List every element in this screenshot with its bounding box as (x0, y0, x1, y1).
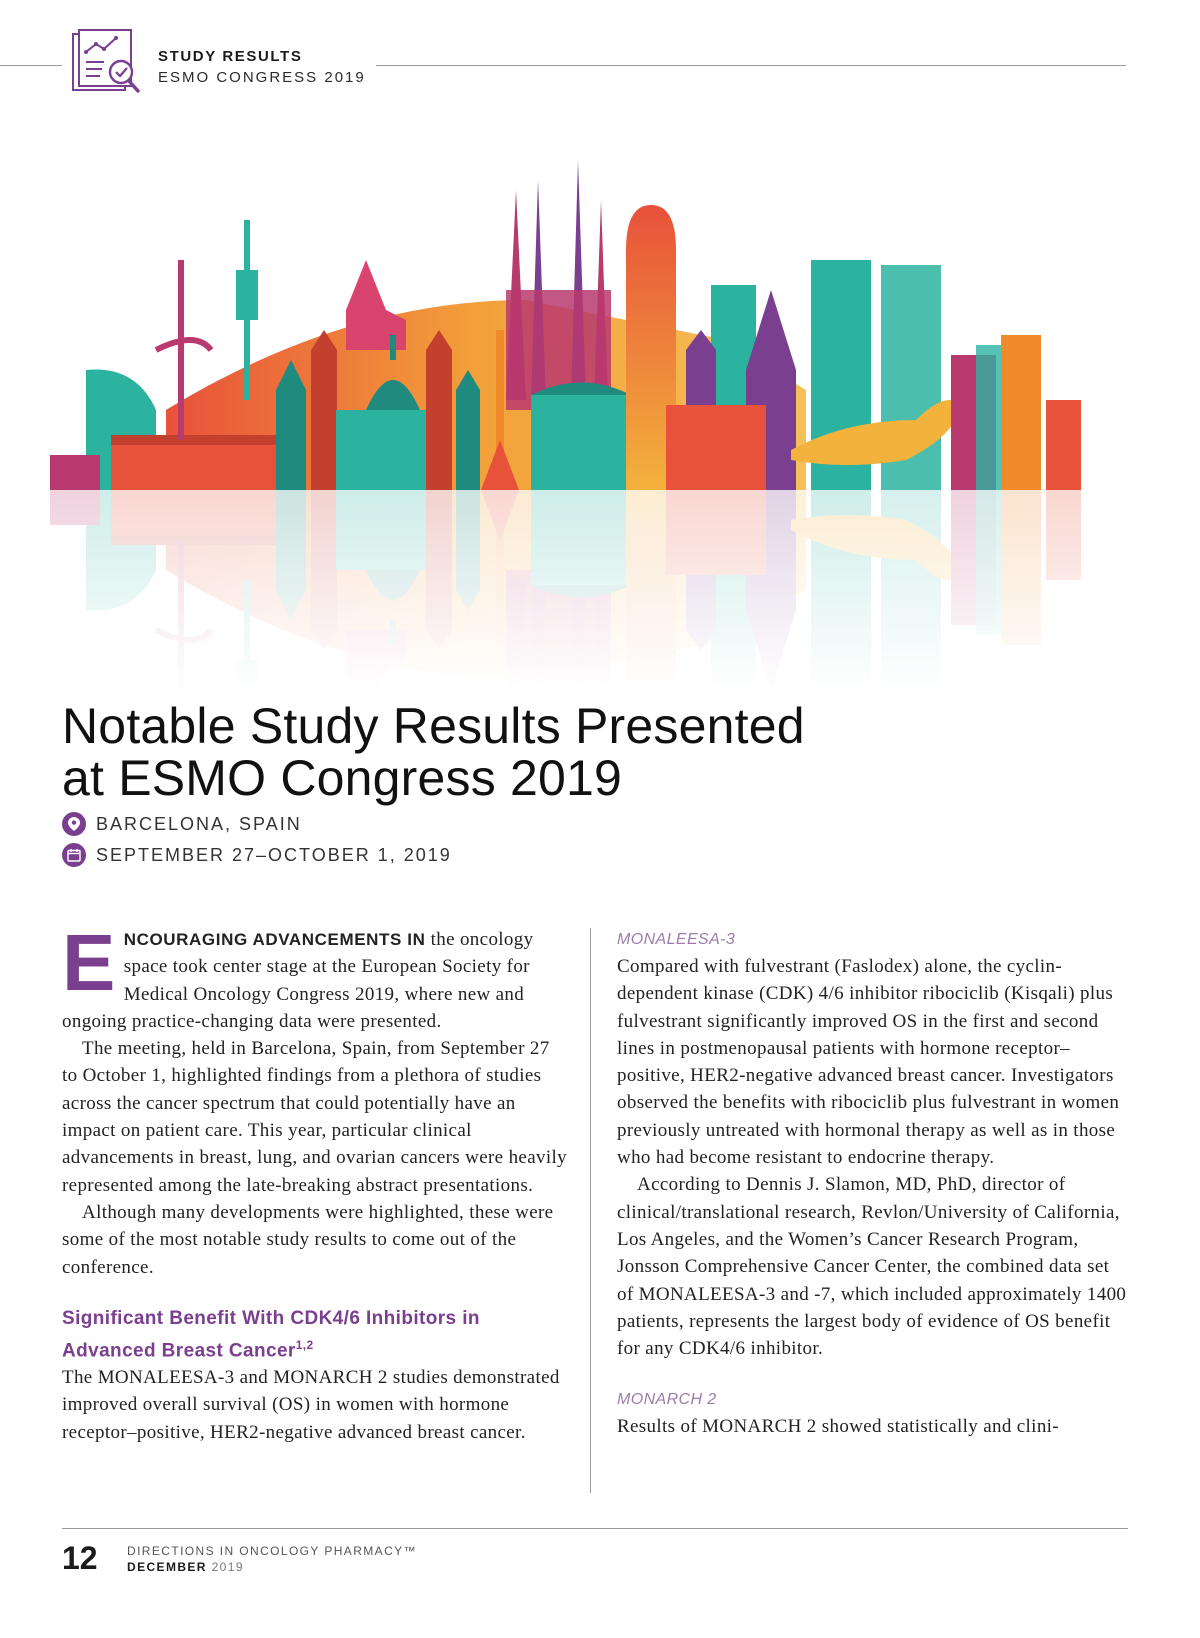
drop-cap: E (62, 918, 116, 1007)
section-label: STUDY RESULTS (158, 48, 303, 65)
subhead-references: 1,2 (295, 1337, 314, 1352)
paragraph-highlights: Although many developments were highlighted, these were some of the most notable study results to come out of the conference. (62, 1201, 554, 1278)
title-line-1: Notable Study Results Presented (62, 698, 805, 754)
location-row (62, 812, 302, 836)
date-row (62, 843, 452, 867)
calendar-icon (62, 843, 86, 867)
column-divider (590, 928, 591, 1493)
section-subhead (62, 1305, 570, 1364)
barcelona-skyline-illustration (46, 150, 1136, 690)
header-rule-right (376, 65, 1126, 66)
issue-year: 2019 (211, 1560, 244, 1574)
date-text: SEPTEMBER 27–OCTOBER 1, 2019 (96, 844, 452, 865)
paragraph-intro (62, 918, 570, 1035)
paragraph-studies: The MONALEESA-3 and MONARCH 2 studies demonstrated improved overall survival (OS) in women with hormone receptor–positive, HER2-negative advanced breast cancer. (62, 1367, 560, 1443)
event-label: ESMO CONGRESS 2019 (158, 69, 366, 86)
footer-rule (62, 1528, 1128, 1529)
paragraph-meeting: The meeting, held in Barcelona, Spain, from September 27 to October 1, highlighted findings from a plethora of studies across the cancer spectrum that could potentially have an impact on patient care. This year, particular clinical advancements in breast, lung, and ovarian cancers were heavily represented among the late-breaking abstract presentations. (62, 1038, 567, 1196)
location-text: BARCELONA, SPAIN (96, 813, 302, 834)
publication-name: DIRECTIONS IN ONCOLOGY PHARMACY™ (127, 1544, 417, 1558)
intro-text: the oncology space took center stage at the European Society for Medical Oncology Congress 2019, where new and ongoing practice-changing data were presented. (62, 929, 534, 1032)
paragraph-slamon: According to Dennis J. Slamon, MD, PhD, director of clinical/translational research, Revlon/University of California, Los Angeles, and the Women’s Cancer Research Program, Jonsson Comprehensive Cancer Center, the combined data set of MONALEESA-3 and -7, which included approximately 1400 patients, represents the largest body of evidence of OS benefit for any CDK4/6 inhibitor. (617, 1174, 1127, 1360)
report-chart-magnifier-icon (72, 28, 152, 98)
issue-month: DECEMBER (127, 1560, 207, 1574)
trial-heading-monaleesa3: MONALEESA-3 (617, 931, 736, 948)
title-line-2: at ESMO Congress 2019 (62, 750, 623, 806)
location-pin-icon (62, 812, 86, 836)
page-number: 12 (62, 1540, 98, 1576)
issue-date (127, 1560, 244, 1574)
paragraph-monaleesa3: Compared with fulvestrant (Faslodex) alone, the cyclin-dependent kinase (CDK) 4/6 inhibitor ribociclib (Kisqali) plus fulvestrant significantly improved OS in the first and second lines in postmenopausal patients with hormone receptor–positive, HER2-negative advanced breast cancer. Investigators observed the benefits with ribociclib plus fulvestrant in women previously untreated with hormonal therapy as well as in those who had become resistant to endocrine therapy. (617, 956, 1120, 1169)
subhead-text: Significant Benefit With CDK4/6 Inhibitors in Advanced Breast Cancer (62, 1307, 480, 1362)
header-rule-left (0, 65, 62, 66)
paragraph-monarch2: Results of MONARCH 2 showed statistically and clini- (617, 1416, 1059, 1438)
trial-heading-monarch2: MONARCH 2 (617, 1391, 717, 1409)
lead-in-caps: NCOURAGING ADVANCEMENTS IN (123, 930, 426, 949)
column-left (62, 918, 570, 1446)
article-title (62, 700, 962, 804)
column-right (617, 926, 1129, 1441)
